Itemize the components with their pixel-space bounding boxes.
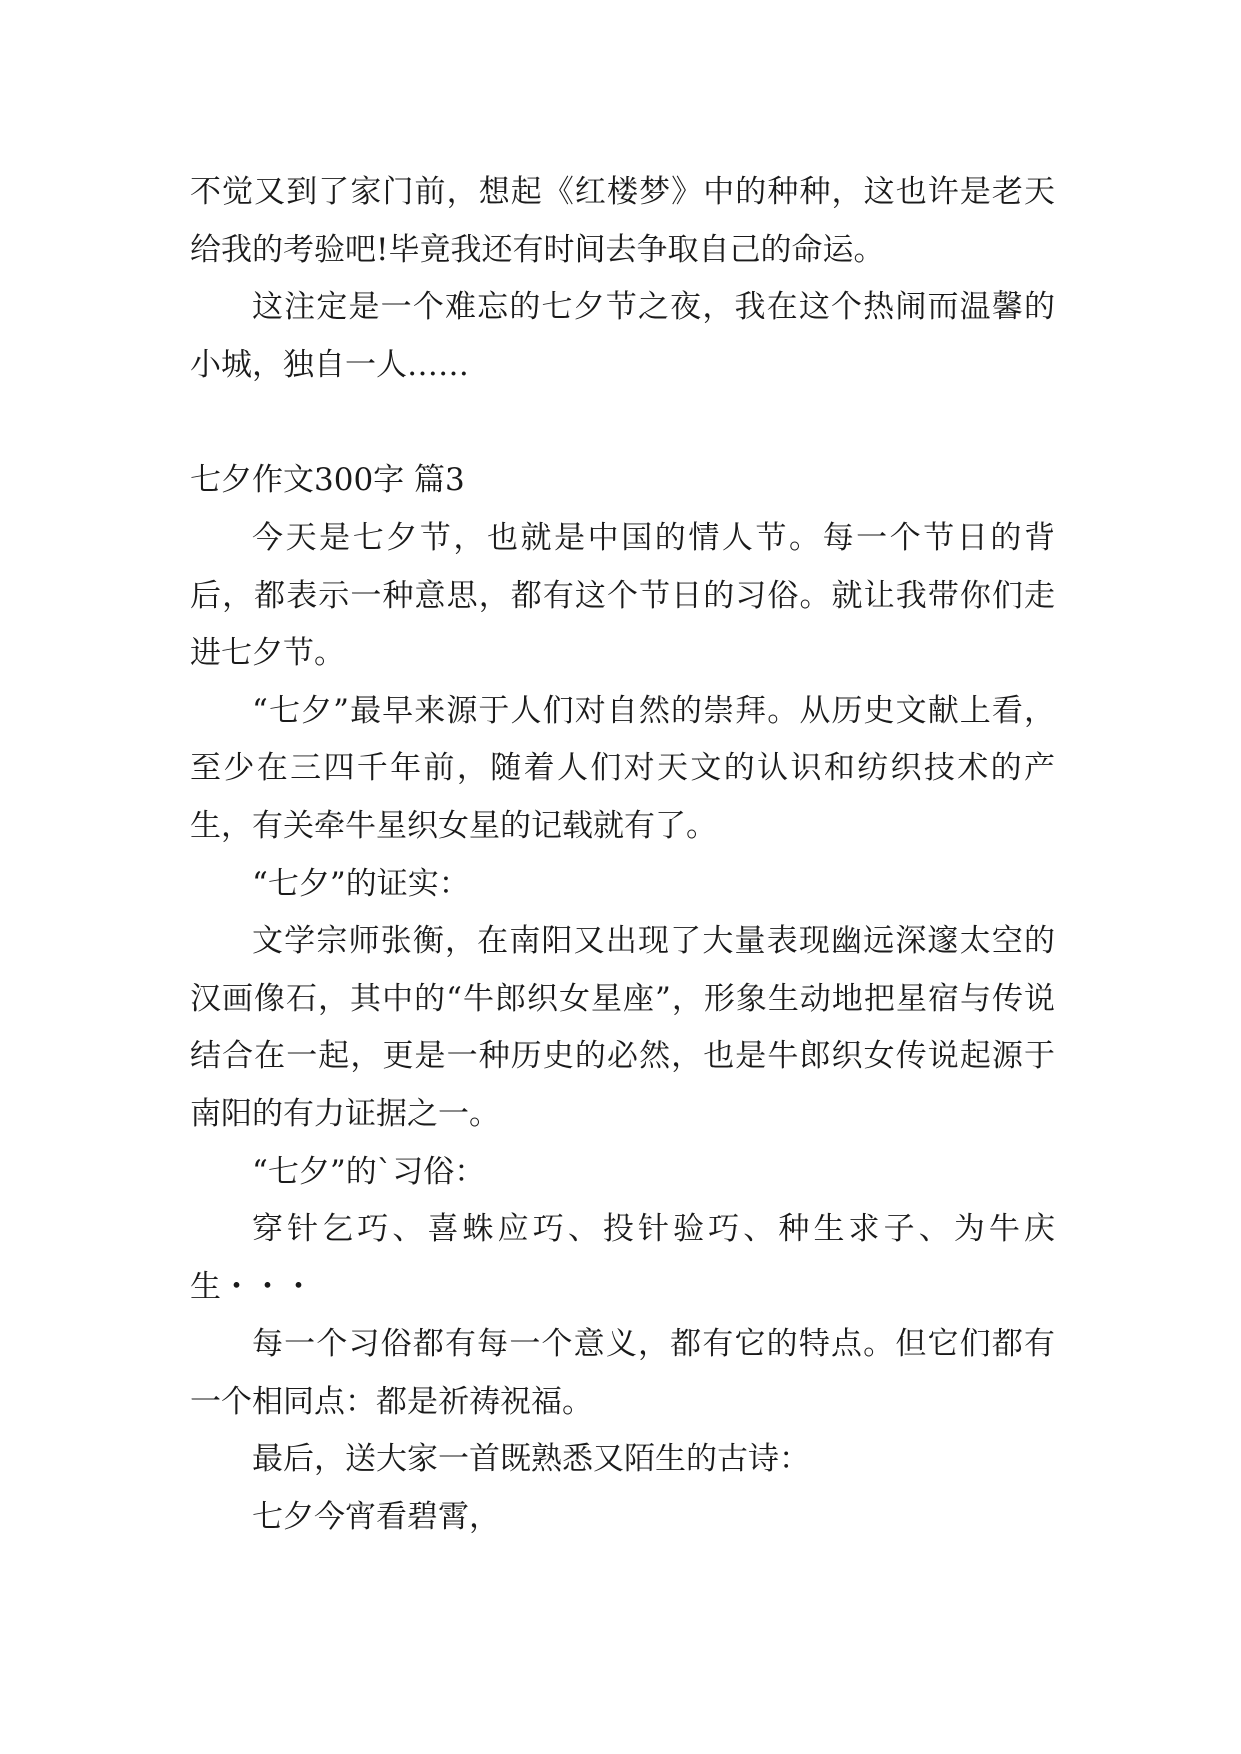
paragraph-5: “七夕”的证实： <box>252 865 470 902</box>
paragraph-10: 最后，送大家一首既熟悉又陌生的古诗： <box>252 1441 810 1478</box>
paragraph-1: 不觉又到了家门前，想起《红楼梦》中的种种，这也许是老天给我的考验吧!毕竟我还有时间去争取自己的命运。 <box>190 174 1055 268</box>
section-heading: 七夕作文300字 篇3 <box>190 462 465 499</box>
paragraph-8: 穿针乞巧、喜蛛应巧、投针验巧、种生求子、为牛庆生・・・ <box>190 1211 1055 1305</box>
paragraph-3: 今天是七夕节，也就是中国的情人节。每一个节日的背后，都表示一种意思，都有这个节日的习俗。就让我带你们走进七夕节。 <box>190 519 1055 672</box>
paragraph-6: 文学宗师张衡，在南阳又出现了大量表现幽远深邃太空的汉画像石，其中的“牛郎织女星座”，形象生动地把星宿与传说结合在一起，更是一种历史的必然，也是牛郎织女传说起源于南阳的有力证据之一。 <box>190 923 1055 1132</box>
section-spacer <box>190 394 1055 452</box>
paragraph-2: 这注定是一个难忘的七夕节之夜，我在这个热闹而温馨的小城，独自一人…… <box>190 289 1055 383</box>
paragraph-4: “七夕”最早来源于人们对自然的崇拜。从历史文献上看，至少在三四千年前，随着人们对天文的认识和纺织技术的产生，有关牵牛星织女星的记载就有了。 <box>190 692 1055 844</box>
document-body <box>190 164 1055 1547</box>
paragraph-11: 七夕今宵看碧霄， <box>252 1499 500 1536</box>
paragraph-7: “七夕”的`习俗： <box>252 1153 486 1190</box>
paragraph-9: 每一个习俗都有每一个意义，都有它的特点。但它们都有一个相同点：都是祈祷祝福。 <box>190 1326 1055 1420</box>
